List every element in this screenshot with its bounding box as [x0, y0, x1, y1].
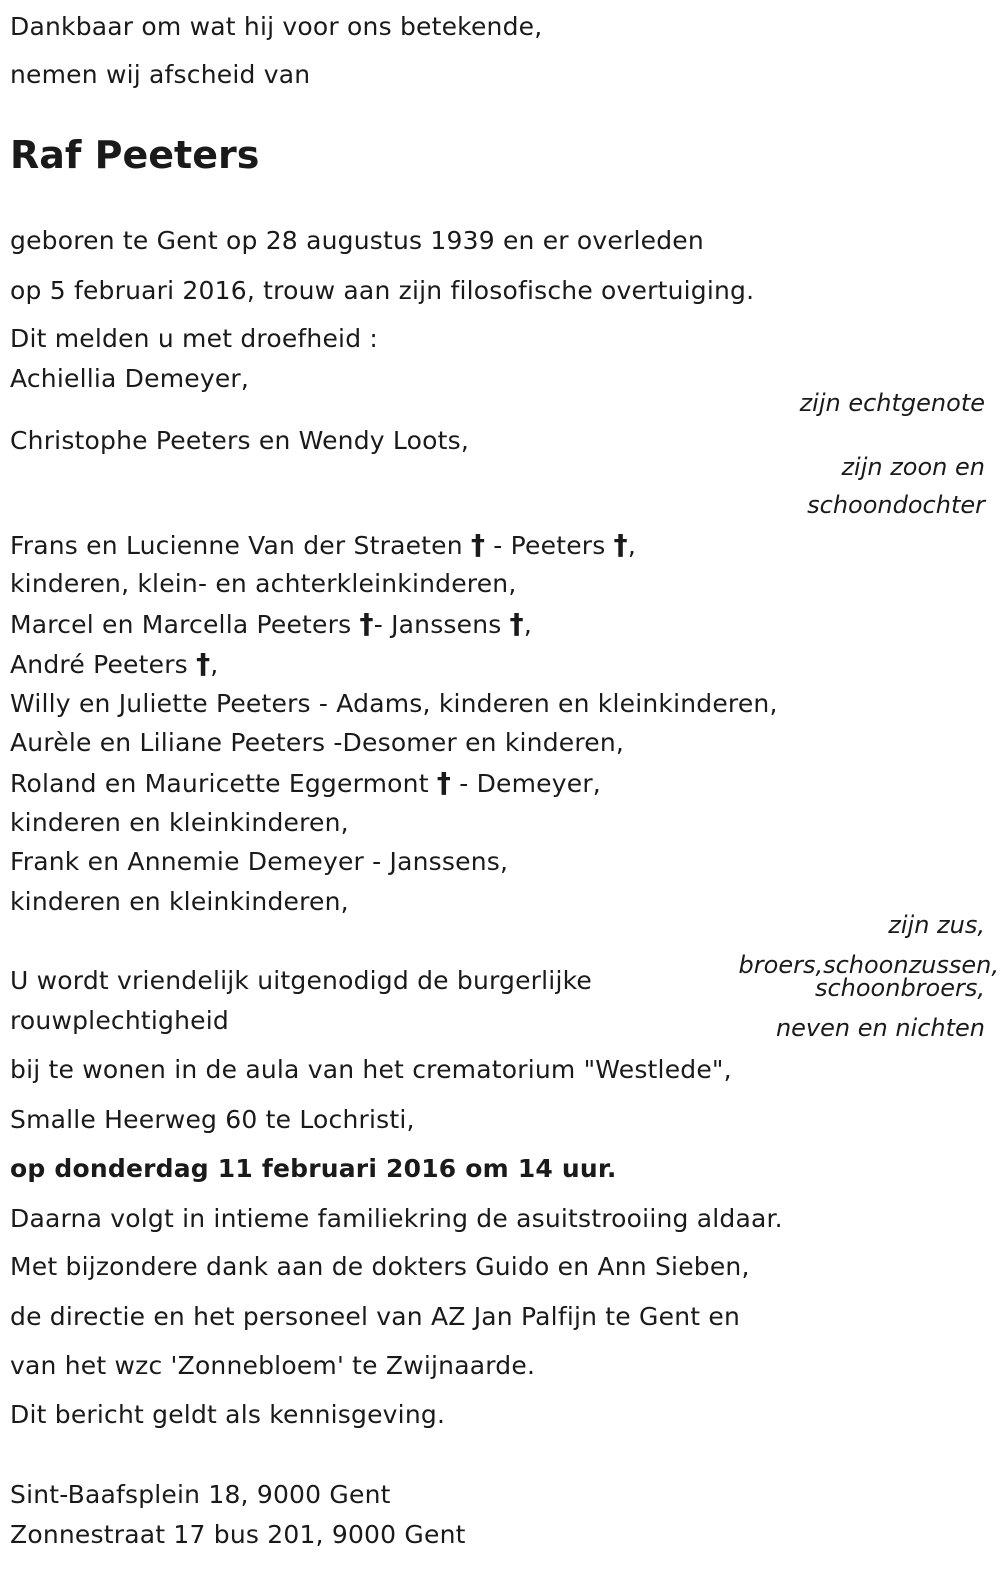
cross-icon: † [359, 607, 374, 640]
announce-line: Dit melden u met droefheid : [10, 324, 379, 353]
family-row-6: Aurèle en Liliane Peeters -Desomer en kinderen, [10, 728, 625, 757]
location-line-2: Smalle Heerweg 60 te Lochristi, [10, 1105, 415, 1134]
deceased-name: Raf Peeters [10, 133, 260, 177]
thanks-line-2: de directie en het personeel van AZ Jan Palfijn te Gent en [10, 1302, 741, 1331]
spouse-name: Achiellia Demeyer, [10, 364, 250, 393]
family-row-4: André Peeters †, [10, 647, 219, 680]
family-row-3: Marcel en Marcella Peeters †- Janssens †, [10, 607, 533, 640]
family-row-5: Willy en Juliette Peeters - Adams, kinderen en kleinkinderen, [10, 689, 778, 718]
thanks-line-3: van het wzc 'Zonnebloem' te Zwijnaarde. [10, 1351, 536, 1380]
family-row-10: kinderen en kleinkinderen, [10, 887, 349, 916]
birth-line: geboren te Gent op 28 augustus 1939 en er overleden [10, 226, 704, 255]
address-line-2: Zonnestraat 17 bus 201, 9000 Gent [10, 1520, 466, 1549]
cross-icon: † [470, 528, 486, 561]
cross-icon: † [436, 766, 452, 799]
son-role-2: schoondochter [807, 491, 985, 519]
ceremony-datetime: op donderdag 11 februari 2016 om 14 uur. [10, 1154, 617, 1183]
family-row-1: Frans en Lucienne Van der Straeten † - Peeters †, [10, 528, 637, 561]
intro-line-1: Dankbaar om wat hij voor ons betekende, [10, 12, 543, 41]
siblings-role-2: broers,schoonzussen, [738, 951, 999, 979]
spouse-role: zijn echtgenote [799, 389, 985, 417]
death-line: op 5 februari 2016, trouw aan zijn filosofische overtuiging. [10, 276, 755, 305]
son-name: Christophe Peeters en Wendy Loots, [10, 426, 469, 455]
intro-line-2: nemen wij afscheid van [10, 60, 311, 89]
invite-line-1: U wordt vriendelijk uitgenodigd de burgerlijke [10, 966, 592, 995]
family-row-9: Frank en Annemie Demeyer - Janssens, [10, 847, 509, 876]
cross-icon: † [509, 607, 524, 640]
siblings-role-3: schoonbroers, [814, 974, 985, 1002]
after-ceremony: Daarna volgt in intieme familiekring de asuitstrooiing aldaar. [10, 1204, 783, 1233]
thanks-line-1: Met bijzondere dank aan de dokters Guido en Ann Sieben, [10, 1252, 750, 1281]
family-row-8: kinderen en kleinkinderen, [10, 808, 349, 837]
family-row-7: Roland en Mauricette Eggermont † - Demeyer, [10, 766, 601, 799]
son-role-1: zijn zoon en [841, 453, 985, 481]
siblings-role-1: zijn zus, [888, 911, 985, 939]
location-line-1: bij te wonen in de aula van het crematorium "Westlede", [10, 1055, 732, 1084]
address-line-1: Sint-Baafsplein 18, 9000 Gent [10, 1480, 391, 1509]
siblings-role-4: neven en nichten [775, 1014, 985, 1042]
cross-icon: † [613, 528, 628, 561]
invite-line-2: rouwplechtigheid [10, 1006, 229, 1035]
notice-line: Dit bericht geldt als kennisgeving. [10, 1400, 446, 1429]
cross-icon: † [196, 647, 211, 680]
family-row-2: kinderen, klein- en achterkleinkinderen, [10, 569, 517, 598]
